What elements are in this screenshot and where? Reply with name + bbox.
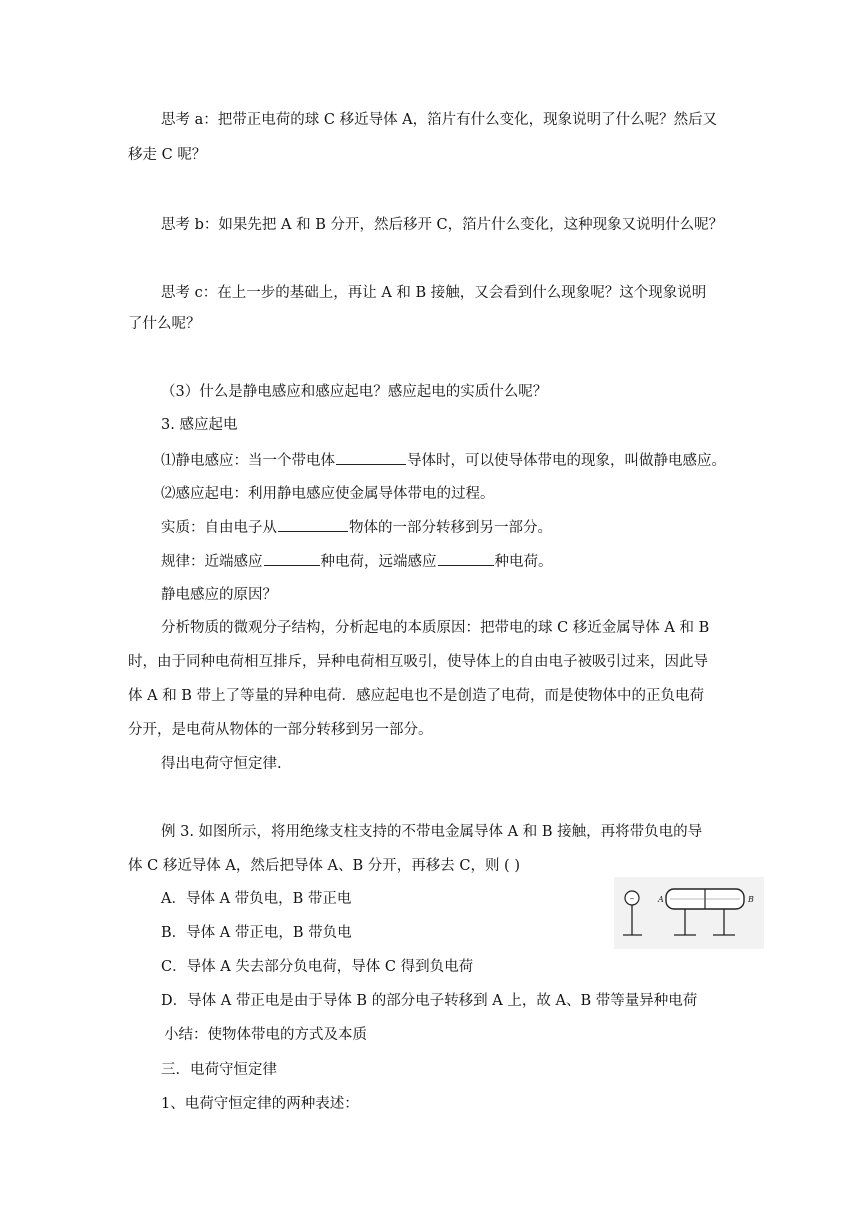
question-3: （3）什么是静电感应和感应起电？感应起电的实质什么呢？ xyxy=(161,384,548,400)
label-a: A xyxy=(658,895,664,904)
think-c-line1: 思考 c：在上一步的基础上，再让 A 和 B 接触，又会看到什么现象呢？这个现象说明 xyxy=(161,285,707,301)
rule-line xyxy=(161,551,553,572)
think-c-line2: 了什么呢？ xyxy=(128,316,201,332)
sphere-c-sign: – xyxy=(629,894,635,904)
think-a-line1: 思考 a：把带正电荷的球 C 移近导体 A，箔片有什么变化，现象说明了什么呢？然后又 xyxy=(161,112,718,128)
blank-1 xyxy=(336,450,406,465)
blank-4 xyxy=(438,551,494,566)
conductor-diagram xyxy=(614,877,764,949)
think-a-line2: 移走 C 呢？ xyxy=(128,147,207,163)
analysis-line2: 时，由于同种电荷相互排斥，异种电荷相互吸引，使导体上的自由电子被吸引过来，因此导 xyxy=(128,654,708,670)
option-a: A．导体 A 带负电，B 带正电 xyxy=(161,891,352,907)
blank-3 xyxy=(264,551,320,566)
option-b: B．导体 A 带正电，B 带负电 xyxy=(161,925,352,941)
cause-question: 静电感应的原因？ xyxy=(161,587,277,603)
blank-2 xyxy=(278,517,348,532)
example-3-line1: 例 3. 如图所示，将用绝缘支柱支持的不带电金属导体 A 和 B 接触，再将带负电的导 xyxy=(161,824,703,840)
rule-post: 种电荷。 xyxy=(494,554,553,570)
example-3-line2: 体 C 移近导体 A，然后把导体 A、B 分开，再移去 C，则 ( ) xyxy=(128,858,520,874)
def1-post: 导体时，可以使导体带电的现象，叫做静电感应。 xyxy=(407,453,726,469)
option-d: D．导体 A 带正电是由于导体 B 的部分电子转移到 A 上，故 A、B 带等量异种电荷 xyxy=(161,993,698,1009)
think-b: 思考 b：如果先把 A 和 B 分开，然后移开 C，箔片什么变化，这种现象又说明什么呢？ xyxy=(161,217,724,233)
section-3-heading: 3. 感应起电 xyxy=(161,417,238,433)
section-three-heading: 三．电荷守恒定律 xyxy=(161,1062,277,1078)
rule-mid: 种电荷，远端感应 xyxy=(320,554,437,570)
option-c: C．导体 A 失去部分负电荷，导体 C 得到负电荷 xyxy=(161,959,474,975)
essence-post: 物体的一部分转移到另一部分。 xyxy=(349,520,552,536)
analysis-line4: 分开，是电荷从物体的一部分转移到另一部分。 xyxy=(128,722,433,738)
definition-induction-charging: ⑵感应起电：利用静电感应使金属导体带电的过程。 xyxy=(161,486,495,502)
conclusion: 得出电荷守恒定律. xyxy=(161,756,282,772)
essence-line xyxy=(161,517,552,538)
essence-pre: 实质：自由电子从 xyxy=(161,520,277,536)
analysis-line3: 体 A 和 B 带上了等量的异种电荷．感应起电也不是创造了电荷，而是使物体中的正负电荷 xyxy=(128,688,705,704)
summary: 小结：使物体带电的方式及本质 xyxy=(164,1027,367,1043)
analysis-line1: 分析物质的微观分子结构，分析起电的本质原因：把带电的球 C 移近金属导体 A 和 B xyxy=(161,620,710,636)
two-forms-heading: 1、电荷守恒定律的两种表述： xyxy=(161,1096,359,1112)
definition-electrostatic-induction xyxy=(161,450,726,471)
rule-pre: 规律：近端感应 xyxy=(161,554,263,570)
def1-pre: ⑴静电感应：当一个带电体 xyxy=(161,453,335,469)
label-b: B xyxy=(748,895,754,904)
